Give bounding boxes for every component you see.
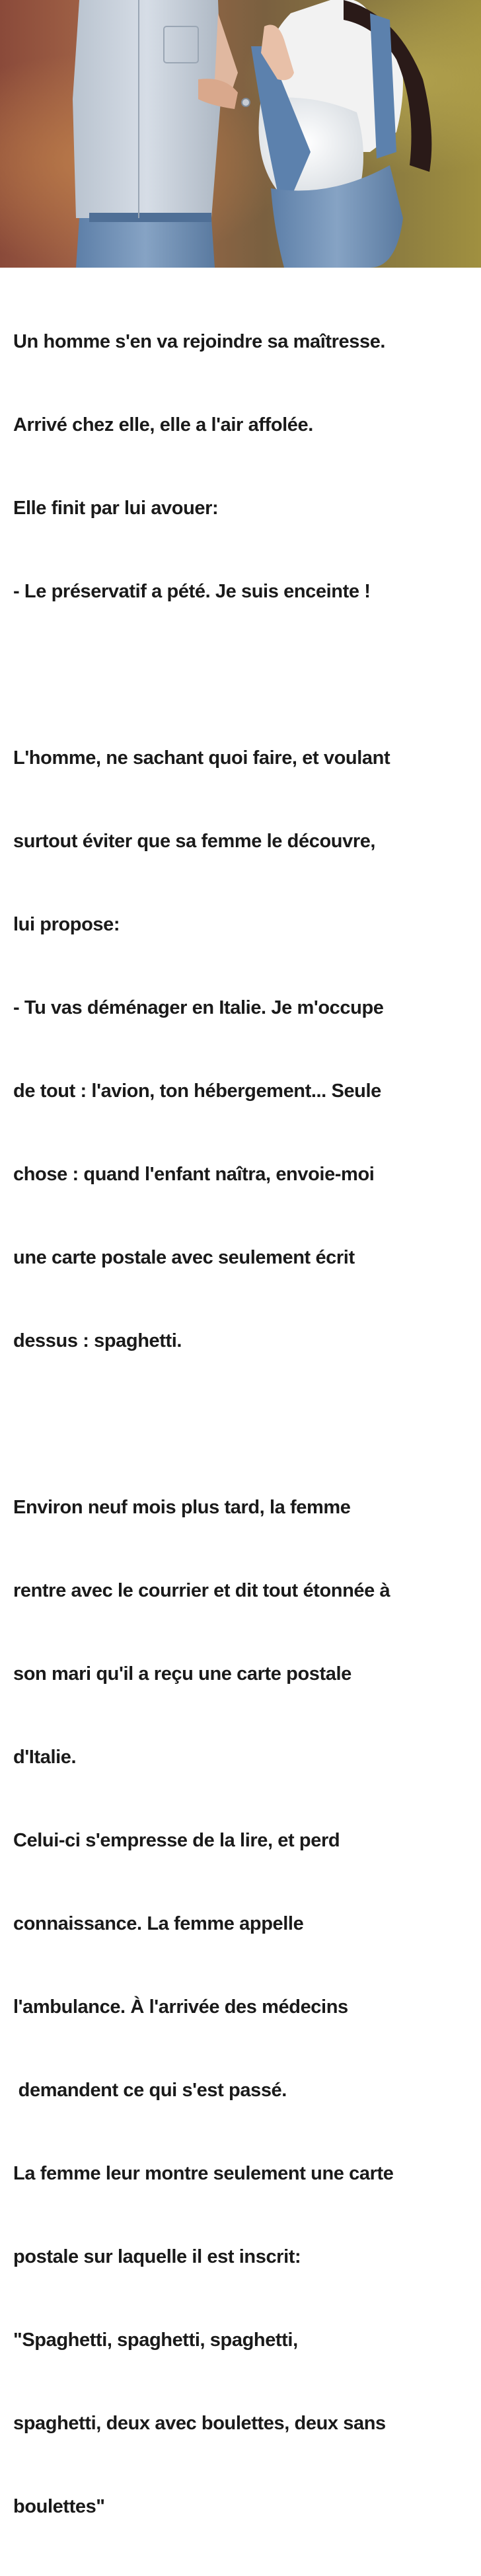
paragraph-1	[13, 272, 476, 661]
text-line: Un homme s'en va rejoindre sa maîtresse.	[13, 331, 386, 352]
text-line: chose : quand l'enfant naîtra, envoie-moi	[13, 1164, 375, 1185]
text-line: Arrivé chez elle, elle a l'air affolée.	[13, 414, 313, 436]
text-line: boulettes"	[13, 2496, 105, 2517]
text-line: spaghetti, deux avec boulettes, deux sans	[13, 2413, 386, 2434]
couple-photo	[0, 0, 481, 268]
text-line: L'homme, ne sachant quoi faire, et voulant	[13, 747, 390, 769]
text-line: Celui-ci s'empresse de la lire, et perd	[13, 1830, 340, 1851]
text-line: demandent ce qui s'est passé.	[13, 2080, 287, 2101]
text-line: Elle finit par lui avouer:	[13, 498, 219, 519]
text-line: dessus : spaghetti.	[13, 1330, 182, 1351]
text-line: l'ambulance. À l'arrivée des médecins	[13, 1996, 348, 2018]
paragraph-3	[13, 1438, 476, 2576]
text-line: "Spaghetti, spaghetti, spaghetti,	[13, 2330, 298, 2351]
text-line: postale sur laquelle il est inscrit:	[13, 2246, 301, 2267]
text-line: Environ neuf mois plus tard, la femme	[13, 1497, 351, 1518]
paragraph-2	[13, 689, 476, 1410]
paragraph-spacer	[13, 1410, 476, 1438]
text-line: une carte postale avec seulement écrit	[13, 1247, 355, 1268]
text-line: - Tu vas déménager en Italie. Je m'occupe	[13, 997, 384, 1018]
couple-illustration	[0, 0, 481, 268]
text-line: de tout : l'avion, ton hébergement... Seule	[13, 1080, 381, 1102]
text-line: d'Italie.	[13, 1747, 77, 1768]
text-line: son mari qu'il a reçu une carte postale	[13, 1663, 352, 1685]
text-line: connaissance. La femme appelle	[13, 1913, 304, 1934]
text-line: La femme leur montre seulement une carte	[13, 2163, 394, 2184]
text-line: lui propose:	[13, 914, 120, 935]
joke-text	[13, 272, 476, 2576]
text-line: - Le préservatif a pété. Je suis enceinte !	[13, 581, 371, 602]
text-line: rentre avec le courrier et dit tout étonnée à	[13, 1580, 390, 1601]
paragraph-spacer	[13, 661, 476, 689]
text-line: surtout éviter que sa femme le découvre,	[13, 831, 376, 852]
